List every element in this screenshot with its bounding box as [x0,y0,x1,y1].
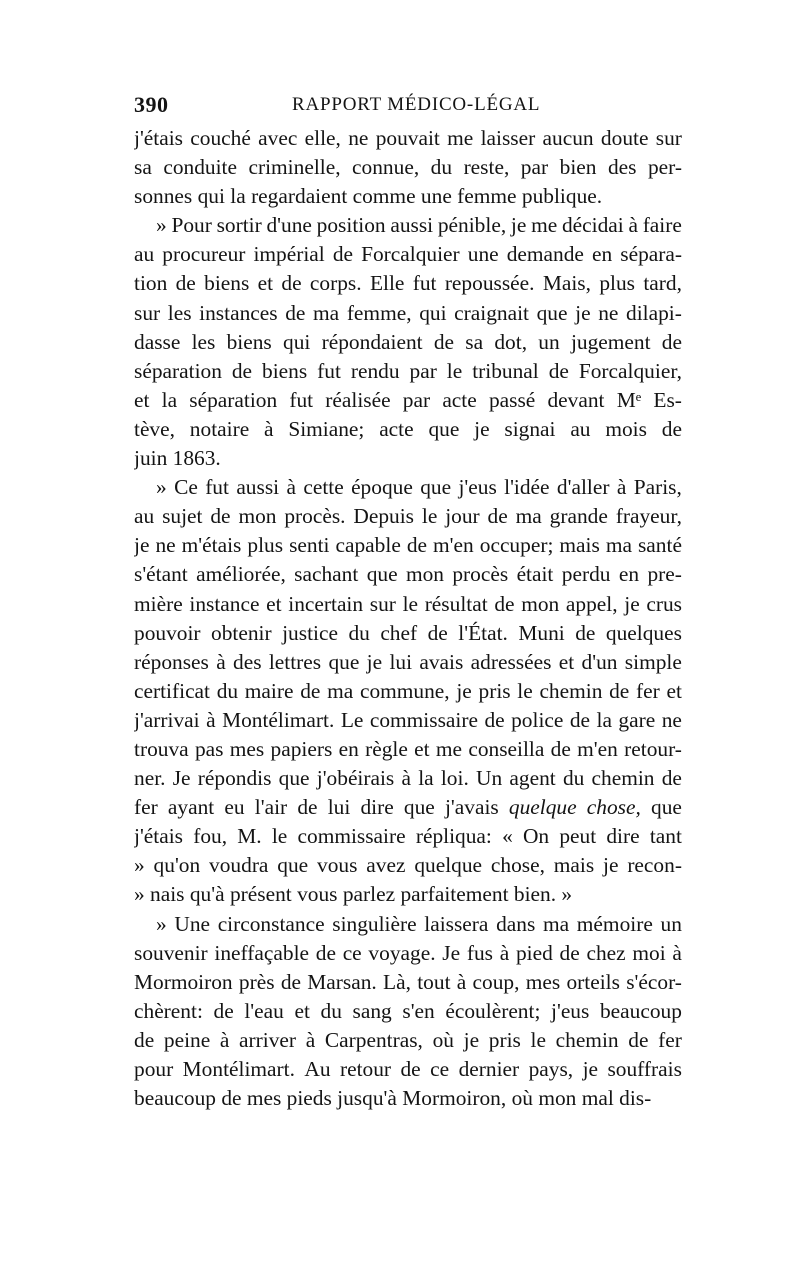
text-line: pour Montélimart. Au retour de ce dernier pays, je souffrais [134,1057,682,1081]
text-line: souvenir ineffaçable de ce voyage. Je fus à pied de chez moi à [134,940,682,965]
text-line: » Ce fut aussi à cette époque que j'eus l'idée d'aller à Paris, [156,475,682,500]
text-line: j'étais couché avec elle, ne pouvait me laisser aucun doute sur [134,126,682,150]
text-line: j'étais fou, M. le commissaire répliqua: « On peut dire tant [134,824,682,849]
text-line: » nais qu'à présent vous parlez parfaitement bien. » [134,882,573,907]
text-line: tion de biens et de corps. Elle fut repoussée. Mais, plus tard, [134,271,682,296]
text-line: séparation de biens fut rendu par le tribunal de Forcalquier, [134,358,682,383]
paragraph [134,124,682,211]
text-line: beaucoup de mes pieds jusqu'à Mormoiron, où mon mal dis- [134,1086,652,1111]
paragraph [134,910,682,1114]
running-head: RAPPORT MÉDICO-LÉGAL [292,94,541,115]
text-line: trouva pas mes papiers en règle et me conseilla de m'en retour- [134,736,682,761]
text-line: tève, notaire à Simiane; acte que je signai au mois de [134,416,682,441]
text-line: au procureur impérial de Forcalquier une demande en sépara- [134,242,682,267]
body-text [134,124,682,1113]
paragraph [134,473,682,909]
text-line: dasse les biens qui répondaient de sa dot, un jugement de [134,329,682,354]
page-header [134,92,682,122]
text-line: Mormoiron près de Marsan. Là, tout à coup, mes orteils s'écor- [134,969,682,994]
text-line: chèrent: de l'eau et du sang s'en écoulèrent; j'eus beaucoup [134,998,682,1023]
text-line: je ne m'étais plus senti capable de m'en occuper; mais ma santé [134,533,682,558]
text-line: réponses à des lettres que je lui avais adressées et d'un simple [134,649,682,674]
text-line: » Une circonstance singulière laissera dans ma mémoire un [156,911,682,936]
text-line: sur les instances de ma femme, qui craignait que je ne dilapi- [134,300,682,325]
text-line: » Pour sortir d'une position aussi pénible, je me décidai à faire [156,213,682,238]
text-line: de peine à arriver à Carpentras, où je pris le chemin de fer [134,1027,682,1052]
text-line: » qu'on voudra que vous avez quelque chose, mais je recon- [134,853,682,878]
text-line: sonnes qui la regardaient comme une femme publique. [134,184,603,209]
text-line: certificat du maire de ma commune, je pris le chemin de fer et [134,678,682,703]
text-line: ner. Je répondis que j'obéirais à la loi. Un agent du chemin de [134,766,682,791]
text-line: et la séparation fut réalisée par acte passé devant Mᵉ Es- [134,387,682,412]
text-line: juin 1863. [134,446,221,471]
text-line: sa conduite criminelle, connue, du reste, par bien des per- [134,155,682,180]
paragraph [134,211,682,473]
text-line: s'étant améliorée, sachant que mon procès était perdu en pre- [134,562,682,587]
text-line: j'arrivai à Montélimart. Le commissaire de police de la gare ne [134,707,682,732]
text-line: pouvoir obtenir justice du chef de l'État. Muni de quelques [134,620,682,645]
text-line: mière instance et incertain sur le résultat de mon appel, je crus [134,591,682,616]
text-line: fer ayant eu l'air de lui dire que j'avais quelque chose, que [134,795,682,820]
text-line: au sujet de mon procès. Depuis le jour de ma grande frayeur, [134,504,682,529]
page-number: 390 [134,92,169,117]
